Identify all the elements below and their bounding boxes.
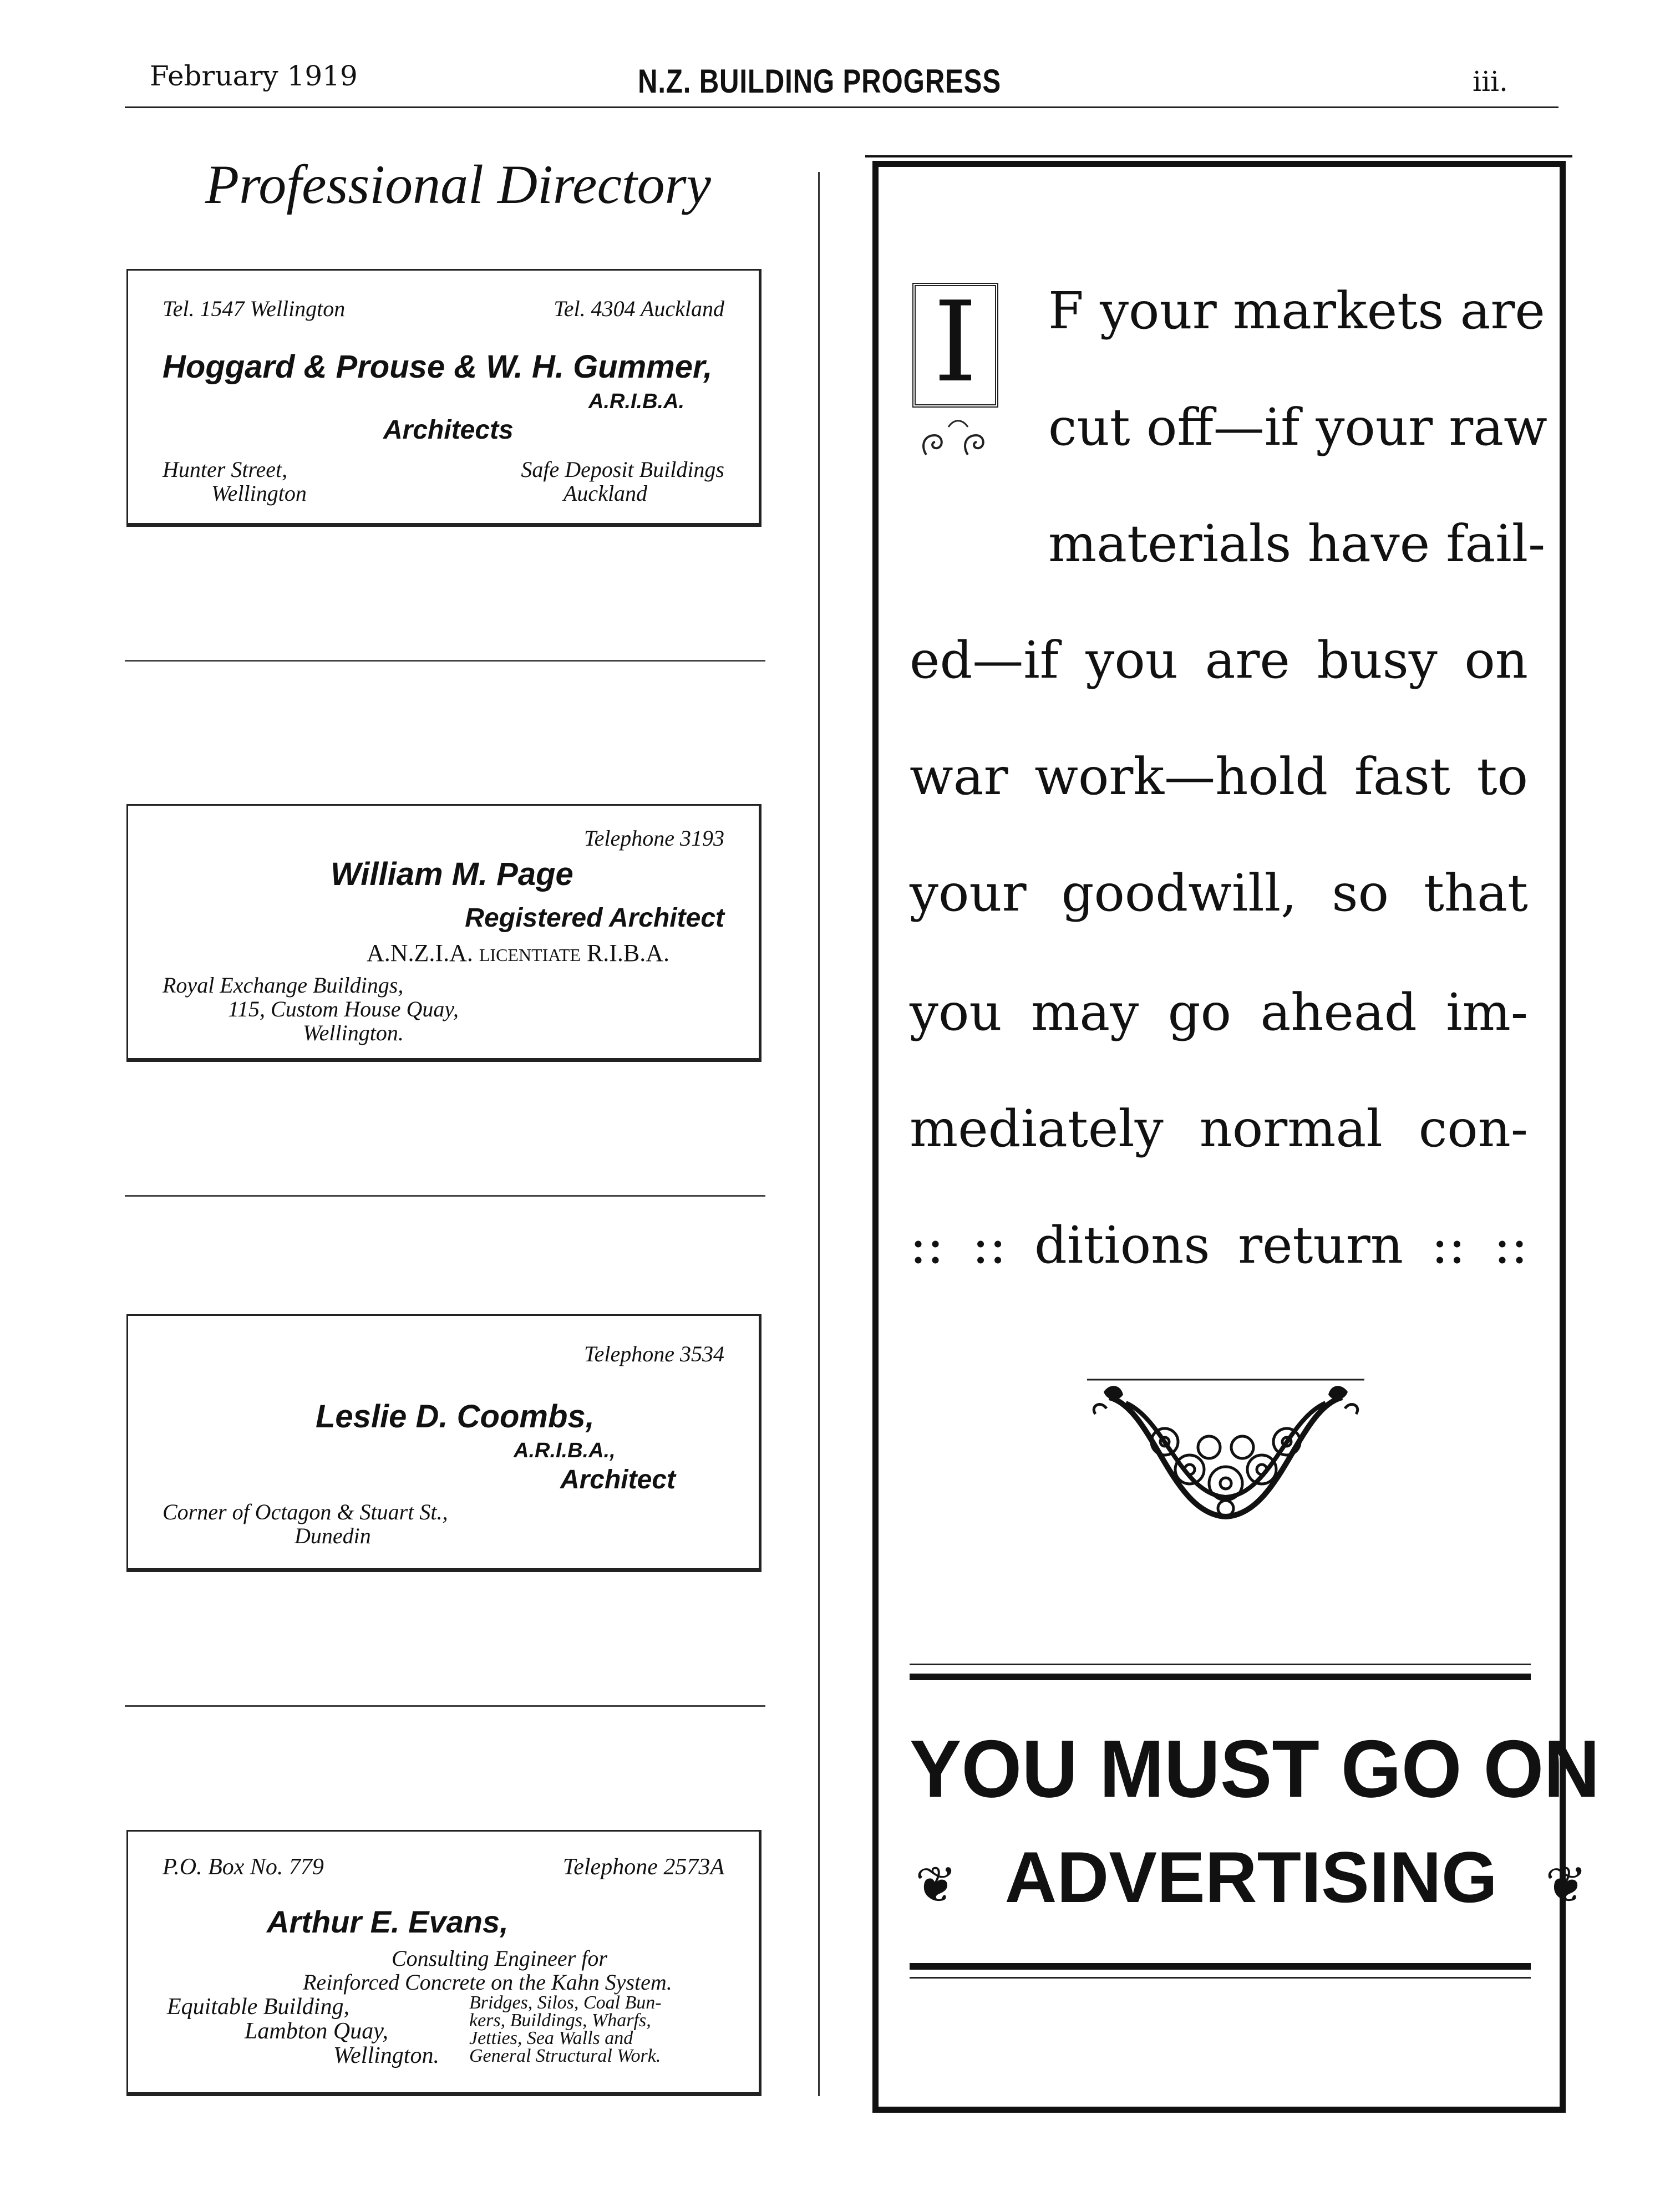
advert-line-4: ed—if you are busy on — [910, 630, 1528, 690]
advert-slogan-1: YOU MUST GO ON — [910, 1723, 1600, 1814]
advert-line-8: mediately normal con- — [910, 1099, 1528, 1158]
card-address-3: Wellington. — [303, 1020, 404, 1045]
advert-line-6: your goodwill, so that — [910, 863, 1528, 923]
advert-line-7: you may go ahead im- — [910, 983, 1528, 1042]
card-address-1: Equitable Building, — [167, 1994, 349, 2020]
card-qualification-line — [367, 939, 669, 967]
leaf-ornament-icon: ❦ — [1545, 1856, 1587, 1914]
issue-date: February 1919 — [150, 60, 358, 92]
advert-rule-thin — [910, 1664, 1531, 1665]
card-name: Arthur E. Evans, — [267, 1904, 509, 1939]
separator-rule — [125, 1705, 765, 1707]
directory-card-coombs — [126, 1314, 761, 1572]
card-address-right-1: Safe Deposit Buildings — [521, 457, 724, 482]
card-role: Registered Architect — [465, 903, 724, 933]
advert-rule-thick — [910, 1674, 1531, 1680]
card-role: Architects — [383, 415, 514, 445]
card-telephone: Telephone 3193 — [584, 826, 724, 851]
card-tel-right: Tel. 4304 Auckland — [554, 296, 724, 321]
directory-card-hoggard — [126, 269, 761, 527]
card-role-2: Reinforced Concrete on the Kahn System. — [303, 1970, 672, 1995]
column-divider — [818, 172, 820, 2096]
separator-rule — [125, 660, 765, 662]
publication-title: N.Z. BUILDING PROGRESS — [638, 63, 1001, 100]
advert-slogan-2-line — [915, 1837, 1587, 1924]
card-po-box: P.O. Box No. 779 — [163, 1854, 324, 1880]
card-spec-3: Jetties, Sea Walls and — [469, 2028, 633, 2048]
advert-top-rule — [865, 155, 1572, 157]
card-role: Architect — [560, 1465, 676, 1494]
card-qualification: A.R.I.B.A., — [514, 1439, 616, 1462]
directory-title: Professional Directory — [205, 154, 711, 215]
card-address-3: Wellington. — [333, 2043, 439, 2068]
card-spec-2: kers, Buildings, Wharfs, — [469, 2010, 651, 2031]
drop-cap: I — [933, 278, 977, 407]
header-rule — [125, 106, 1558, 108]
card-name: Leslie D. Coombs, — [316, 1399, 595, 1435]
card-address-left-1: Hunter Street, — [163, 457, 288, 482]
advert-line-5: war work—hold fast to — [910, 747, 1528, 806]
card-qualification: A.R.I.B.A. — [588, 390, 685, 413]
card-address-2: 115, Custom House Quay, — [228, 996, 459, 1021]
card-address-2: Lambton Quay, — [245, 2018, 389, 2044]
card-address-2: Dunedin — [295, 1523, 371, 1548]
advert-line-3: materials have fail- — [1048, 514, 1546, 573]
card-name: William M. Page — [331, 856, 573, 892]
advert-line-2: cut off—if your raw — [1048, 398, 1547, 457]
card-address-right-2: Auckland — [563, 481, 648, 506]
advert-rule-thick — [910, 1963, 1531, 1970]
card-address-1: Corner of Octagon & Stuart St., — [163, 1499, 448, 1524]
page-number: iii. — [1473, 65, 1508, 98]
card-address-left-2: Wellington — [211, 481, 307, 506]
advert-slogan-2: ADVERTISING — [1004, 1837, 1497, 1918]
card-role-1: Consulting Engineer for — [392, 1946, 607, 1971]
card-qual-a: A.N.Z.I.A. — [367, 939, 473, 967]
advert-line-1: F your markets are — [1048, 281, 1545, 340]
drop-cap-ornament — [915, 416, 998, 466]
leaf-ornament-icon: ❦ — [915, 1856, 957, 1914]
card-telephone: Telephone 2573A — [562, 1854, 724, 1880]
card-telephone: Telephone 3534 — [584, 1341, 724, 1366]
card-tel-left: Tel. 1547 Wellington — [163, 296, 346, 321]
directory-card-page — [126, 804, 761, 1062]
advert-rule-thin — [910, 1977, 1531, 1979]
card-spec-4: General Structural Work. — [469, 2046, 661, 2066]
directory-card-evans — [126, 1830, 761, 2096]
card-spec-1: Bridges, Silos, Coal Bun- — [469, 1992, 662, 2013]
advert-line-9: :: :: ditions return :: :: — [910, 1216, 1528, 1275]
card-qual-c: R.I.B.A. — [586, 939, 670, 967]
card-address-1: Royal Exchange Buildings, — [163, 973, 404, 998]
card-name: Hoggard & Prouse & W. H. Gummer, — [163, 349, 713, 385]
card-qual-b: LICENTIATE — [479, 945, 581, 965]
floral-garland-ornament — [1087, 1375, 1364, 1530]
separator-rule — [125, 1195, 765, 1197]
